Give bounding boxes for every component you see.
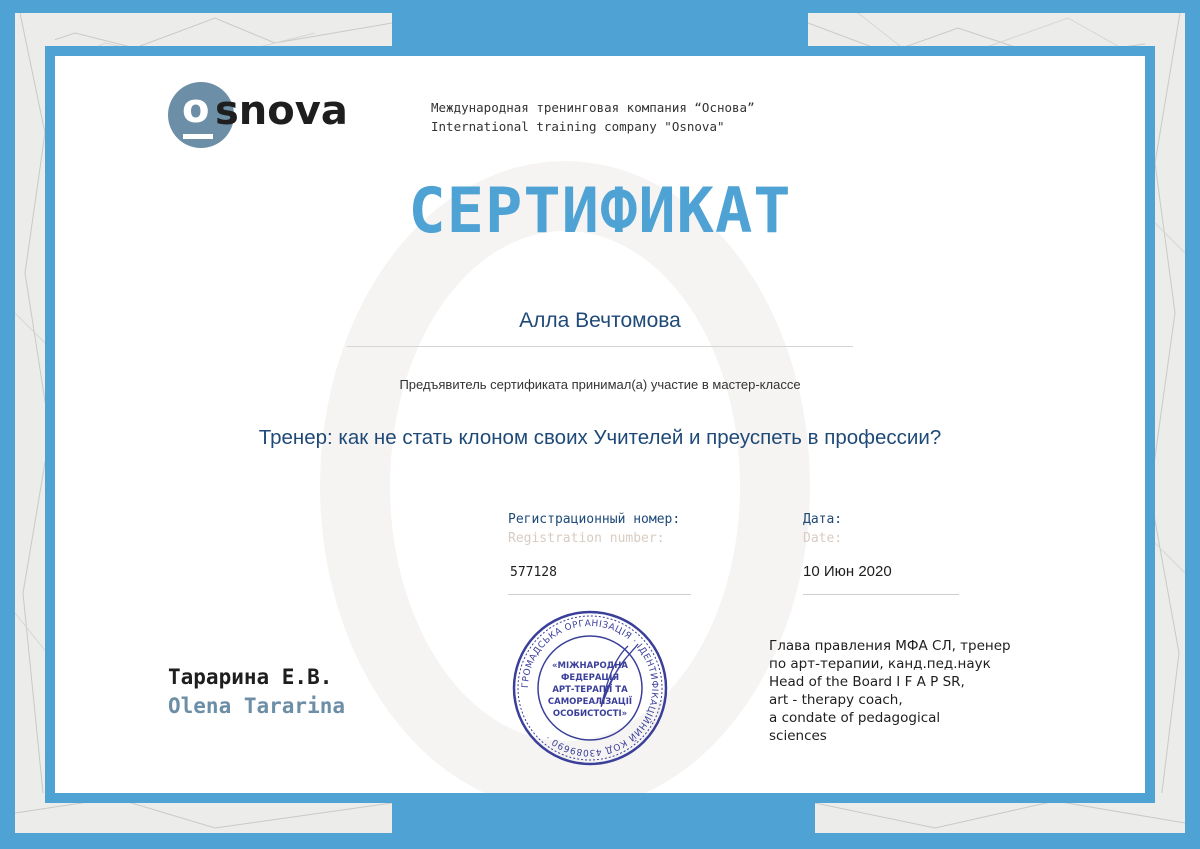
stamp-center-line: «МІЖНАРОДНА — [552, 661, 628, 671]
date-underline — [803, 594, 959, 595]
recipient-underline — [347, 346, 853, 347]
signatory-name-ru: Тарарина Е.В. — [168, 665, 333, 689]
stamp-center-line: АРТ-ТЕРАПІЇ ТА — [552, 685, 628, 695]
stamp-center-line: САМОРЕАЛІЗАЦІЇ — [547, 697, 633, 707]
logo-mark: o — [182, 86, 210, 132]
date-label-en: Date: — [803, 531, 843, 546]
position-line: a condate of pedagogical — [769, 710, 941, 726]
registration-label-ru: Регистрационный номер: — [508, 512, 681, 527]
stamp-center-line: ФЕДЕРАЦІЯ — [560, 673, 620, 683]
stamp-ring-text: ГРОМАДСЬКА ОРГАНІЗАЦІЯ · ІДЕНТИФІКАЦІЙНИЙ КОД 43089690 · — [520, 618, 660, 758]
stamp-center-line: ОСОБИСТОСТІ» — [552, 709, 628, 719]
company-name-ru: Международная тренинговая компания “Основа” — [431, 100, 755, 115]
registration-number: 577128 — [510, 565, 557, 580]
certificate-title: СЕРТИФИКАТ — [408, 174, 792, 247]
position-line: sciences — [769, 728, 827, 744]
certificate-date: 10 Июн 2020 — [803, 563, 892, 580]
signatory-name-en: Olena Tararina — [168, 694, 346, 718]
course-title: Тренер: как не стать клоном своих Учителей и преуспеть в профессии? — [258, 426, 942, 449]
position-line: по арт-терапии, канд.пед.наук — [769, 656, 991, 672]
position-line: Глава правления МФА СЛ, тренер — [769, 638, 1011, 654]
signatory-position — [769, 637, 1011, 745]
date-label-ru: Дата: — [803, 512, 843, 527]
certificate-card — [55, 56, 1145, 793]
company-description — [431, 98, 755, 136]
logo-wordmark: snova — [215, 88, 348, 134]
position-line: art - therapy coach, — [769, 692, 903, 708]
recipient-name: Алла Вечтомова — [519, 309, 681, 332]
registration-underline — [508, 594, 691, 595]
round-seal-stamp — [510, 608, 670, 768]
registration-label-en: Registration number: — [508, 531, 665, 546]
participation-statement: Предъявитель сертификата принимал(а) участие в мастер-классе — [399, 377, 801, 392]
company-name-en: International training company "Osnova" — [431, 119, 725, 134]
position-line: Head of the Board I F A P SR, — [769, 674, 965, 690]
logo-underline — [183, 134, 213, 139]
